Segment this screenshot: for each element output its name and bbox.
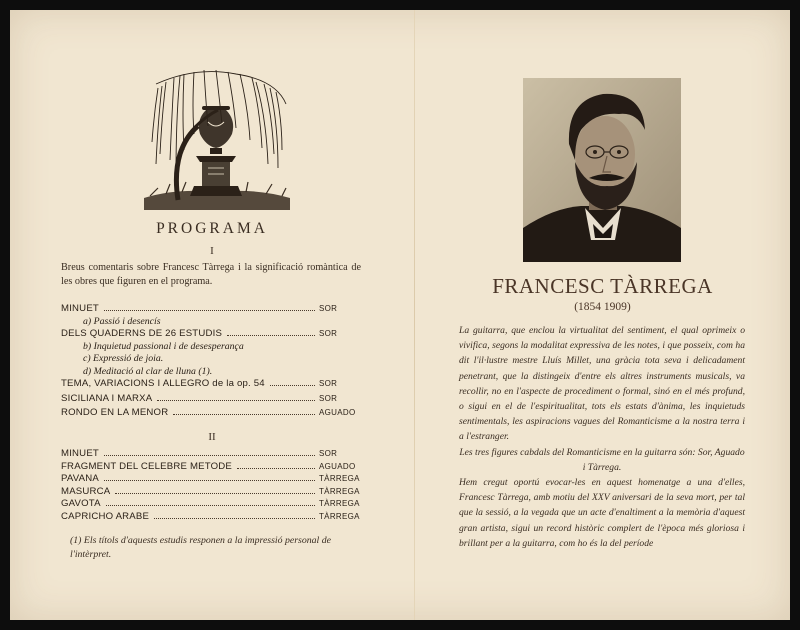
piece-title: GAVOTA xyxy=(61,498,101,509)
study-subtitle: a) Passió i desencís xyxy=(83,315,161,327)
program-row xyxy=(61,461,361,474)
study-subtitle: c) Expressió de joia. xyxy=(83,353,164,364)
leader-dots xyxy=(115,493,315,494)
part-two-list xyxy=(61,448,361,523)
program-row xyxy=(61,448,361,461)
composer: AGUADO xyxy=(319,461,356,471)
program-row xyxy=(61,303,361,316)
part-two-numeral: II xyxy=(208,431,216,443)
composer: SOR xyxy=(319,379,338,388)
piece-title: DELS QUADERNS DE 26 ESTUDIS xyxy=(61,328,223,339)
composer: SOR xyxy=(319,449,338,458)
composer: TÀRREGA xyxy=(319,511,360,521)
part-one-numeral: I xyxy=(210,245,214,257)
bio-paragraph: Hem cregut oportú evocar-les en aquest homenatge a una d'elles, Francesc Tàrrega, amb motiu del XXV aniversari de la seva mort, per tal que la sessió, a la vegada que un acte d'enaltiment a la memòria d'aquest gran artista, sigui un record històric complert de l'època més gloriosa i brillant per a la guitarra, com ho és la del període xyxy=(459,477,745,549)
piece-title: MASURCA xyxy=(61,485,111,497)
composer: TÀRREGA xyxy=(319,474,360,483)
bio-paragraph: Les tres figures cabdals del Romanticisme en la guitarra són: Sor, Aguado i Tàrrega. xyxy=(459,446,745,473)
leader-dots xyxy=(104,455,315,456)
bio-paragraph: La guitarra, que enclou la virtualitat del sentiment, el qual oprimeix o vivifica, segons la modalitat expressiva de les notes, i que posseix, com ha dit l'il·lustre mestre Lluís Millet, una gràcia tota seva i delicadament penetrant, que la distingeix d'entre els altres instruments musicals, va recollir, no en l'aspecte de procediment o formal, sinó en el més profund, o sigui en el de l'espiritualitat, tots els estats d'ànima, les inquietuds sentimentals, les aspiracions vagues del Romanticisme a la nostra terra i a l'estranger. xyxy=(459,325,745,443)
program-row xyxy=(61,328,361,341)
program-title: PROGRAMA xyxy=(156,220,268,237)
piece-title: TEMA, VARIACIONS I ALLEGRO de la op. 54 xyxy=(61,378,265,389)
program-row xyxy=(61,498,361,511)
footnote: (1) Els títols d'aquests estudis responen a la impressió personal de l'intèrpret. xyxy=(70,535,331,560)
leader-dots xyxy=(106,505,315,506)
composer-name-heading: FRANCESC TÀRREGA xyxy=(492,274,713,298)
willow-urn-vignette xyxy=(136,64,296,212)
program-row xyxy=(61,486,361,499)
study-subtitle: b) Inquietud passional i de desesperança xyxy=(83,340,244,352)
left-page xyxy=(10,10,414,620)
leader-dots xyxy=(237,468,315,469)
life-dates: (1854 1909) xyxy=(574,301,631,313)
composer: TÀRREGA xyxy=(319,499,360,508)
program-row xyxy=(61,393,361,406)
piece-title: FRAGMENT DEL CELEBRE METODE xyxy=(61,460,233,472)
right-page xyxy=(415,10,790,620)
piece-title: SICILIANA I MARXA xyxy=(61,392,153,404)
portrait-photo xyxy=(523,78,681,262)
program-row xyxy=(61,407,361,420)
piece-title: MINUET xyxy=(61,303,99,314)
leader-dots xyxy=(104,480,315,481)
part-one-intro: Breus comentaris sobre Francesc Tàrrega i la significació romàntica de les obres que figuren en el programa. xyxy=(61,262,361,287)
leader-dots xyxy=(227,335,315,336)
composer: SOR xyxy=(319,304,338,313)
study-subtitle: d) Meditació al clar de lluna (1). xyxy=(83,365,213,377)
part-one-list xyxy=(61,303,361,420)
program-row xyxy=(61,378,361,391)
composer: TÀRREGA xyxy=(319,486,360,496)
leader-dots xyxy=(104,310,315,311)
program-row xyxy=(61,511,361,524)
piece-title: MINUET xyxy=(61,448,99,459)
composer: SOR xyxy=(319,329,338,338)
leader-dots xyxy=(173,414,315,415)
piece-title: RONDO EN LA MENOR xyxy=(61,407,169,418)
leader-dots xyxy=(270,385,315,386)
composer: AGUADO xyxy=(319,408,356,417)
composer: SOR xyxy=(319,393,338,403)
program-sheet xyxy=(10,10,790,620)
piece-title: CAPRICHO ARABE xyxy=(61,510,150,522)
leader-dots xyxy=(157,400,315,401)
leader-dots xyxy=(154,518,315,519)
program-row xyxy=(61,473,361,486)
piece-title: PAVANA xyxy=(61,473,99,484)
biography-text xyxy=(459,323,745,551)
